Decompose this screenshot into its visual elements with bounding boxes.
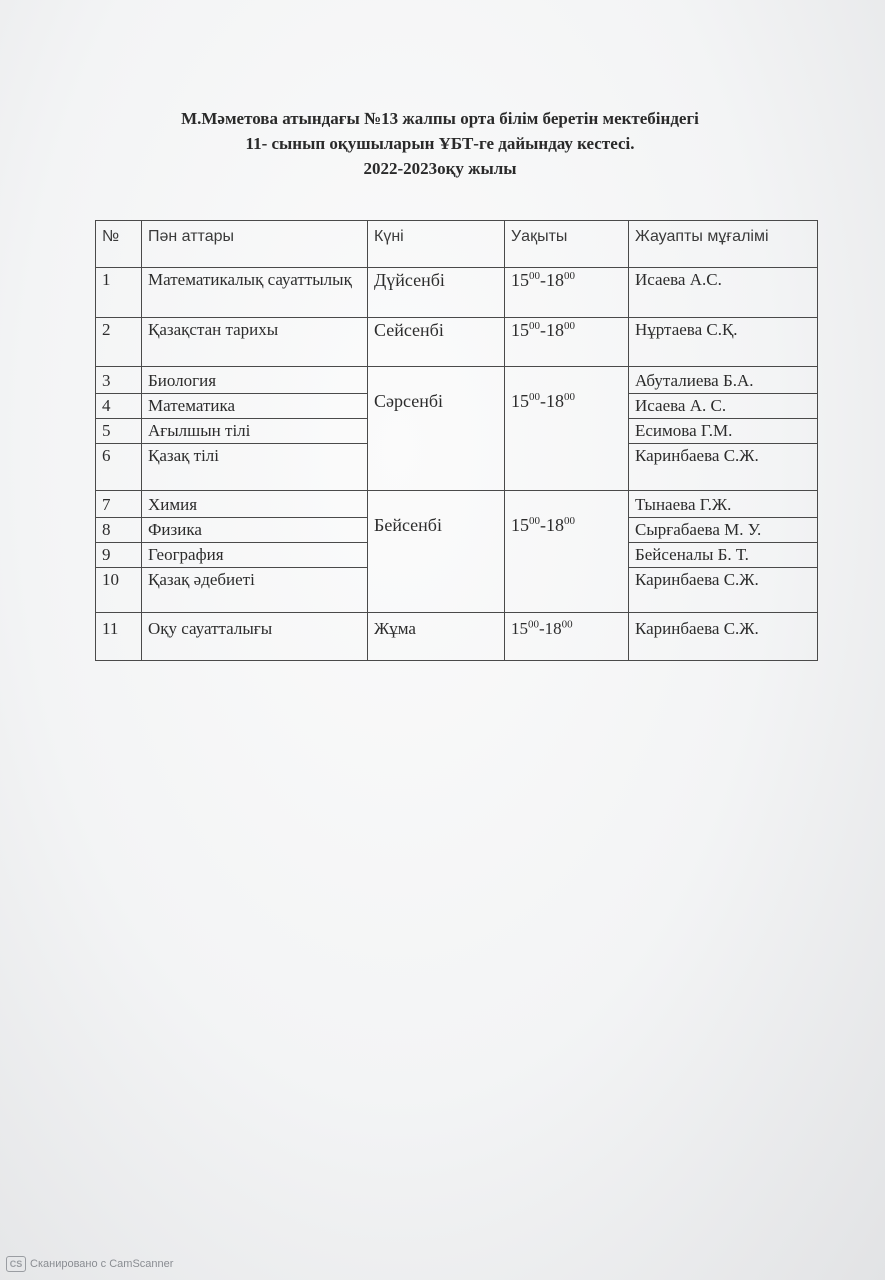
row-day: Дүйсенбі: [368, 268, 505, 318]
header-time: Уақыты: [505, 221, 629, 268]
table-header-row: [96, 221, 818, 268]
row-subject: Физика: [142, 518, 368, 543]
row-time: $15^{00}-18^{00}$: [505, 367, 629, 491]
row-number: 6: [96, 444, 142, 491]
row-time: $15^{00}-18^{00}$: [505, 491, 629, 613]
table-row: [96, 367, 818, 394]
row-subject: Математикалық сауаттылық: [142, 268, 368, 318]
row-day: Сәрсенбі: [368, 367, 505, 491]
row-teacher: Абуталиева Б.А.: [629, 367, 818, 394]
row-teacher: Исаева А.С.: [629, 268, 818, 318]
row-subject: Қазақстан тарихы: [142, 318, 368, 367]
row-teacher: Каринбаева С.Ж.: [629, 613, 818, 661]
row-time: $15^{00}-18^{00}$: [505, 268, 629, 318]
row-number: 4: [96, 394, 142, 419]
row-number: 2: [96, 318, 142, 367]
scanner-watermark: [6, 1255, 173, 1273]
row-teacher: Исаева А. С.: [629, 394, 818, 419]
heading-line-year: 2022-2023оқу жылы: [363, 159, 517, 178]
row-day: Жұма: [368, 613, 505, 661]
row-teacher: Бейсеналы Б. Т.: [629, 543, 818, 568]
row-teacher: Нұртаева С.Қ.: [629, 318, 818, 367]
heading-line-school: М.Мәметова атындағы №13 жалпы орта білім беретін мектебіндегі: [181, 109, 699, 128]
header-subject: Пән аттары: [142, 221, 368, 268]
row-number: 3: [96, 367, 142, 394]
row-number: 8: [96, 518, 142, 543]
row-day: Сейсенбі: [368, 318, 505, 367]
row-subject: Биология: [142, 367, 368, 394]
header-number: №: [96, 221, 142, 268]
header-teacher: Жауапты мұғалімі: [629, 221, 818, 268]
row-subject: География: [142, 543, 368, 568]
row-subject: Қазақ тілі: [142, 444, 368, 491]
table-row: [96, 491, 818, 518]
heading-line-title: 11- сынып оқушыларын ҰБТ-ге дайындау кестесі.: [245, 134, 635, 153]
row-number: 11: [96, 613, 142, 661]
table-row: [96, 613, 818, 661]
camscanner-logo-icon: CS: [6, 1256, 26, 1272]
row-number: 1: [96, 268, 142, 318]
watermark-text: Сканировано с CamScanner: [30, 1258, 174, 1270]
row-subject: Ағылшын тілі: [142, 419, 368, 444]
row-teacher: Каринбаева С.Ж.: [629, 444, 818, 491]
schedule-table: [95, 220, 818, 661]
document-heading: [70, 106, 810, 181]
row-teacher: Сырғабаева М. У.: [629, 518, 818, 543]
row-number: 7: [96, 491, 142, 518]
row-subject: Қазақ әдебиеті: [142, 568, 368, 613]
row-subject: Математика: [142, 394, 368, 419]
table-row: [96, 318, 818, 367]
table-row: [96, 268, 818, 318]
row-number: 10: [96, 568, 142, 613]
row-time: $15^{00}-18^{00}$: [505, 613, 629, 661]
row-number: 5: [96, 419, 142, 444]
row-teacher: Каринбаева С.Ж.: [629, 568, 818, 613]
row-subject: Химия: [142, 491, 368, 518]
row-day: Бейсенбі: [368, 491, 505, 613]
row-teacher: Есимова Г.М.: [629, 419, 818, 444]
row-time: $15^{00}-18^{00}$: [505, 318, 629, 367]
header-day: Күні: [368, 221, 505, 268]
row-teacher: Тынаева Г.Ж.: [629, 491, 818, 518]
row-subject: Оқу сауатталығы: [142, 613, 368, 661]
row-number: 9: [96, 543, 142, 568]
